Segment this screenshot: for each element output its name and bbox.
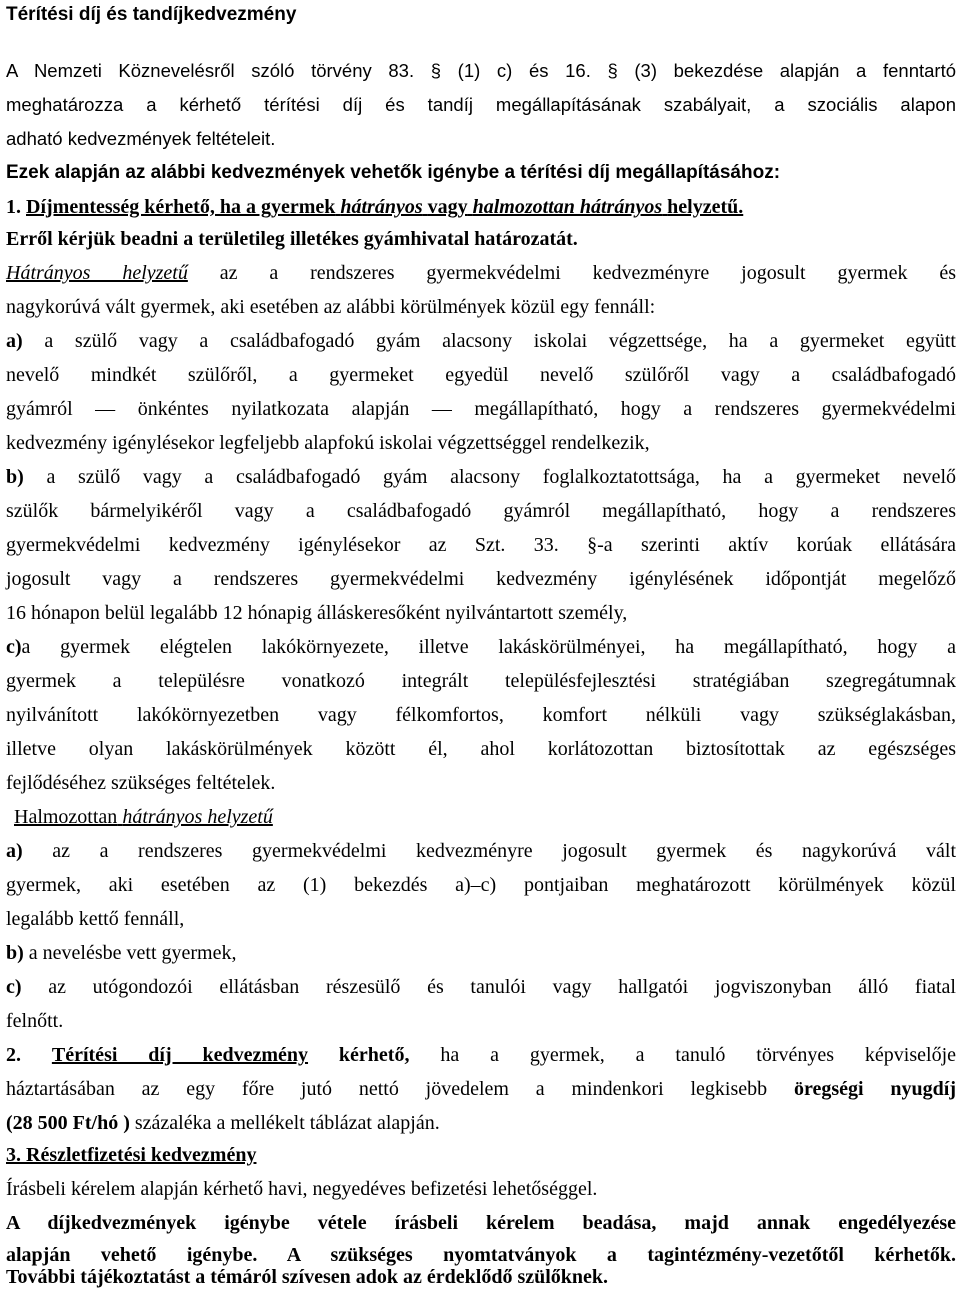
closing-line-3: További tájékoztatást a témáról szívesen adok az érdeklődő szülőknek.: [6, 1266, 609, 1288]
closing-line-1: A díjkedvezmények igénybe vétele írásbeli kérelem beadása, majd annak engedélyezése: [6, 1212, 956, 1234]
hh-a-line-4: kedvezmény igénylésekor legfeljebb alapfokú iskolai végzettséggel rendelkezik,: [6, 432, 650, 454]
hhh-c-line-1: [6, 974, 956, 1000]
hh-a-label: a): [6, 330, 23, 352]
section-3-heading: 3. Részletfizetési kedvezmény: [6, 1144, 257, 1166]
hhh-b-label: b): [6, 942, 24, 964]
hhh-a-text-1: az a rendszeres gyermekvédelmi kedvezményre jogosult gyermek és nagykorúvá vált: [52, 840, 957, 862]
hhh-heading-a: Halmozottan: [14, 806, 118, 828]
hh-term: Hátrányos helyzetű: [6, 262, 188, 284]
hh-a-line-2: nevelő mindkét szülőről, a gyermeket egyedül nevelő szülőről vagy a családbafogadó: [6, 364, 956, 386]
hh-b-line-5: 16 hónapon belül legalább 12 hónapig álláskeresőként nyilvántartott személy,: [6, 602, 628, 624]
section-2-line-2-a: háztartásában az egy főre jutó nettó jövedelem a mindenkori legkisebb: [6, 1078, 768, 1100]
hh-b-line-1: [6, 464, 956, 490]
section-1-title-a: Díjmentesség kérhető, ha a gyermek: [26, 196, 336, 218]
section-2-number: 2.: [6, 1044, 21, 1066]
hhh-c-text-1: az utógondozói ellátásban részesülő és tanulói vagy hallgatói jogviszonyban álló fiatal: [48, 976, 956, 998]
hh-line-1-rest: az a rendszeres gyermekvédelmi kedvezményre jogosult gyermek és: [219, 262, 957, 284]
section-1-title-b: hátrányos: [340, 196, 423, 218]
hh-b-label: b): [6, 466, 24, 488]
section-1-title-d: halmozottan hátrányos: [472, 196, 663, 218]
section-2-line-3: [6, 1110, 440, 1136]
intro-line-3: adható kedvezmények feltételeit.: [6, 128, 276, 149]
intro-line-4: Ezek alapján az alábbi kedvezmények vehetők igénybe a térítési díj megállapításához:: [6, 162, 781, 183]
hhh-c-label: c): [6, 976, 22, 998]
intro-line-2: meghatározza a kérhető térítési díj és tandíj megállapításának szabályait, a szociális alapon: [6, 94, 956, 115]
hh-a-text-1: a szülő vagy a családbafogadó gyám alacsony iskolai végzettsége, ha a gyermeket együtt: [44, 330, 956, 352]
section-1-title-c: vagy: [427, 196, 468, 218]
hh-c-line-1: [6, 634, 956, 660]
section-1-heading: [6, 194, 743, 220]
hhh-a-label: a): [6, 840, 23, 862]
section-2-amount: (28 500 Ft/hó ): [6, 1112, 130, 1134]
section-2-line-1-rest: ha a gyermek, a tanuló törvényes képviselője: [440, 1044, 956, 1066]
hhh-b-line: [6, 940, 236, 966]
hh-line-1: [6, 260, 956, 286]
hh-b-line-4: jogosult vagy a rendszeres gyermekvédelmi kedvezmény igénylésének időpontját megelőző: [6, 568, 956, 590]
hhh-heading: [14, 804, 273, 830]
hh-c-line-5: fejlődéséhez szükséges feltételek.: [6, 772, 276, 794]
hh-a-line-3: gyámról — önkéntes nyilatkozata alapján — megállapítható, hogy a rendszeres gyermekvédelmi: [6, 398, 956, 420]
hh-c-text-1: a gyermek elégtelen lakókörnyezete, illetve lakáskörülményei, ha megállapítható, hogy a: [21, 636, 956, 658]
section-2-line-2: [6, 1076, 956, 1102]
closing-line-2: alapján vehető igénybe. A szükséges nyomtatványok a tagintézmény-vezetőtől kérhetők.: [6, 1244, 956, 1266]
hhh-a-line-3: legalább kettő fennáll,: [6, 908, 185, 930]
section-1-request: Erről kérjük beadni a területileg illetékes gyámhivatal határozatát.: [6, 228, 578, 250]
hh-line-2: nagykorúvá vált gyermek, aki esetében az alábbi körülmények közül egy fennáll:: [6, 296, 656, 318]
section-2-line-1: [6, 1042, 956, 1068]
section-2-line-3-b: százaléka a mellékelt táblázat alapján.: [134, 1112, 440, 1134]
hh-b-text-1: a szülő vagy a családbafogadó gyám alacsony foglalkoztatottsága, ha a gyermeket nevelő: [46, 466, 957, 488]
section-1-title-e: helyzetű.: [667, 196, 744, 218]
hh-c-line-3: nyilvánított lakókörnyezetben vagy félkomfortos, komfort nélküli vagy szükséglakásban,: [6, 704, 956, 726]
section-1-title: [26, 196, 743, 218]
section-2-title: Térítési díj kedvezmény: [51, 1044, 309, 1066]
hhh-a-line-1: [6, 838, 956, 864]
section-3-text: Írásbeli kérelem alapján kérhető havi, negyedéves befizetési lehetőséggel.: [6, 1178, 598, 1200]
hhh-heading-b: hátrányos helyzetű: [122, 806, 273, 828]
hh-b-line-2: szülők bármelyikéről vagy a családbafogadó gyámról megállapítható, hogy a rendszeres: [6, 500, 956, 522]
hh-c-line-4: illetve olyan lakáskörülmények között él, ahol korlátozottan biztosítottak az egészséges: [6, 738, 956, 760]
section-1-number: 1.: [6, 196, 21, 218]
intro-line-1: A Nemzeti Köznevelésről szóló törvény 83. § (1) c) és 16. § (3) bekezdése alapján a fenntartó: [6, 60, 956, 81]
hh-b-line-3: gyermekvédelmi kedvezmény igénylésekor az Szt. 33. §-a szerinti aktív korúak ellátására: [6, 534, 956, 556]
hhh-c-line-2: felnőtt.: [6, 1010, 64, 1032]
page-title: Térítési díj és tandíjkedvezmény: [6, 4, 297, 25]
hh-c-line-2: gyermek a településre vonatkozó integrált településfejlesztési stratégiában szegregátumnak: [6, 670, 956, 692]
hh-a-line-1: [6, 328, 956, 354]
hh-c-label: c): [6, 636, 22, 658]
section-2-pension: öregségi nyugdíj: [793, 1078, 956, 1100]
section-2-title-b: kérhető,: [338, 1044, 410, 1066]
hhh-b-text: a nevelésbe vett gyermek,: [28, 942, 237, 964]
hhh-a-line-2: gyermek, aki esetében az (1) bekezdés a)–c) pontjaiban meghatározott körülmények közül: [6, 874, 956, 896]
